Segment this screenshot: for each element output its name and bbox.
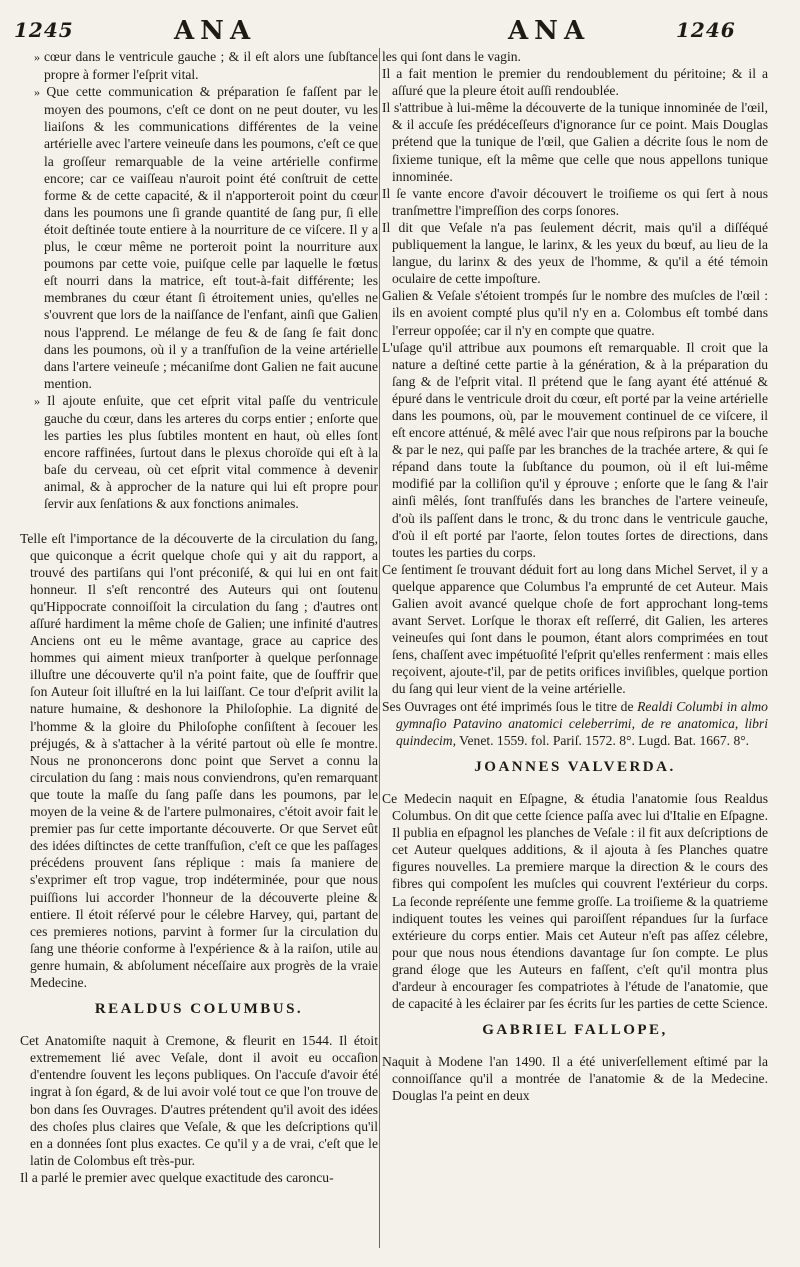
column-divider (379, 48, 380, 1248)
body-paragraph: Il a parlé le premier avec quelque exactitude des caroncu- (20, 1169, 334, 1185)
body-paragraph: les qui ſont dans le vagin. (382, 49, 521, 64)
quote-paragraph: » Il ajoute enſuite, que cet eſprit vital paſſe du ventricule gauche du cœur, dans les arteres du corps entier ; enſorte que les parties les plus ſubtiles montent en haut, où elles ſont encore raffinées, ſurtout dans le plexus choroïde qui eſt à la baſe du cerveau, où cet eſprit vital commence à devenir animal, & à approcher de la nature qui lui eſt propre pour ſervir aux ſenſations & aux fonctions animales. (20, 392, 378, 513)
body-paragraph: Ce Medecin naquit en Eſpagne, & étudia l'anatomie ſous Realdus Columbus. On dit que cette ſcience paſſa avec lui d'Italie en Eſpagne. Il publia en eſpagnol les planches de Veſale : il fit aux deſcriptions de cet Auteur quelques additions, & il ajouta à ſes Planches quatre figures nouvelles. La premiere marque la direction & le cours des fibres qui compoſent les muſcles qui couvrent l'extérieur du corps. La ſeconde repréſente une femme groſſe. La troiſieme & la quatrieme indiquent toutes les veines qui paroiſſent répandues ſur la ſurface extérieure du corps entier. Mais cet Auteur n'eſt pas aſſez célebre, pour que nous nous étendions davantage ſur ſon compte. Le plus grand éloge que les Auteurs en faſſent, c'eſt qu'il montra plus d'ardeur à encourager ſes compatriotes à l'étude de l'anatomie, que de capacité à les éclairer par ſes écrits ſur les parties de cette Science. (382, 790, 768, 1012)
body-paragraph: Cet Anatomiſte naquit à Cremone, & fleurit en 1544. Il étoit extremement lié avec Veſale, dont il avoit eu occaſion d'entendre ſouvent les leçons publiques. On l'accuſe d'avoir été ingrat à ſon égard, & de lui avoir volé tout ce que l'on trouve de bon dans ſes Ouvrages. D'autres prétendent qu'il avoit des idées des choſes plus claires que Veſale, & que les deſcriptions qu'il en a données ſont plus exactes. Ce qu'il y a de vrai, c'eſt que le latin de Colombus eſt très-pur. (20, 1033, 378, 1168)
quoted-passage (20, 48, 378, 513)
left-page-number: 1245 (14, 18, 74, 42)
right-running-head: ANA (508, 16, 591, 46)
works-lead: Ses Ouvrages ont été imprimés ſous le titre de (382, 698, 638, 714)
section-heading: GABRIEL FALLOPE, (482, 1022, 668, 1039)
works-title: Realdi Columbi in almo gymnaſio Patavino anatomici celeberrimi, de re anatomica, libri quindecim, (396, 698, 768, 748)
quote-paragraph: » Que cette communication & préparation ſe faſſent par le moyen des poumons, c'eſt ce dont on ne peut douter, vu les liaiſons & les communications différentes de la veine artérielle avec l'artere veineuſe dans les poumons, c'eſt ce que la groſſeur remarquable de la veine artérielle confirme encore; car ce vaiſſeau n'auroit point été conſtruit de cette forme & de cette capacité, & il n'apporteroit point du cœur dans les poumons une ſi grande quantité de ſang pur, ſi elle étoit deſtinée toute entiere à la nourriture de ce viſcere. Il y a plus, le cœur même ne porteroit point la nourriture aux poumons par cette voie, puiſque celle par laquelle le fœtus eſt nourri dans la matrice, eſt tout-à-fait différente; les membranes du cœur étant ſi étroitement unies, qu'elles ne s'ouvrent que lors de la naiſſance de l'enfant, ainſi que Galien nous l'apprend. Le mélange de feu & de ſang ſe fait donc dans les poumons, où il y a tranſfuſion de la veine artérielle dans l'artere veineuſe ; mécaniſme dont Galien ne fait aucune mention. (20, 83, 378, 392)
right-page-number: 1246 (676, 18, 736, 42)
works-editions: Venet. 1559. fol. Pariſ. 1572. 8°. Lugd. Bat. 1667. 8°. (456, 732, 750, 748)
body-paragraph: Il a fait mention le premier du rendoublement du péritoine; & il a aſſuré que la pleure étoit auſſi rendoublée. (382, 66, 768, 99)
left-running-head: ANA (174, 16, 257, 46)
right-column (382, 48, 768, 1105)
body-paragraph: Il dit que Veſale n'a pas ſeulement décrit, mais qu'il a diſſéqué publiquement la langue, le larinx, & les yeux du bœuf, au lieu de la langue, du larinx & des yeux de l'homme, & qu'il a été témoin oculaire de cette impoſture. (382, 219, 768, 287)
body-paragraph: Ce ſentiment ſe trouvant déduit fort au long dans Michel Servet, il y a quelque apparence que Columbus l'a emprunté de cet Auteur. Mais Galien avoit avancé quelque choſe de fort approchant long-tems avant Servet. Lorſque le thorax eſt reſſerré, dit Galien, les arteres veineuſes qui ſont dans le poumon, étant alors comprimées en tout ſens, chaſſent avec impétuoſité l'eſprit qu'elles renferment : mais elles reçoivent, ajoute-t'il, par de petits orifices inviſibles, quelque portion du ſang qui leur vient de la veine artérielle. (382, 561, 768, 697)
body-paragraph: Naquit à Modene l'an 1490. Il a été univerſellement eſtimé par la connoiſſance qu'il a montrée de l'anatomie & de la Medecine. Douglas l'a peint en deux (382, 1054, 768, 1104)
body-paragraph: Telle eſt l'importance de la découverte de la circulation du ſang, que quiconque a écrit quelque choſe qui y ait du rapport, a trouvé des partiſans qui l'ont préconiſé, & qui lui en ont fait honneur. Il s'eſt rencontré des Auteurs qui ont ſoutenu qu'Hippocrate connoiſſoit la circulation du ſang ; d'autres ont aſſuré hardiment la même choſe de Galien; une infinité d'autres Anciens ont eu le même avantage, grace au caprice des hommes qui aiment mieux tranſporter à quelque perſonnage illuſtre une découverte qu'il n'a point faite, que de ſouffrir que ſon Auteur ſoit illuſtré en la lui laiſſant. Ce tour d'eſprit avilit la nature humaine, & deshonore la Philoſophie. La dignité de l'homme & la gloire du Philoſophe conſiſtent à ſecouer les préjugés, & à s'attacher à la vérité partout où elle ſe montre. Nous ne prononcerons donc point que Servet a connu la circulation du ſang : mais nous conviendrons, qu'en remarquant que toute la maſſe du ſang paſſe dans les poumons, par le moyen de la veine & de l'artere pulmonaires, c'étoit avoir fait le premier pas ſur cette importante découverte. Or que Servet eût des idées diſtinctes de cette tranſfuſion, c'eſt ce que les paſſages précédens prouvent ſans réplique : mais ſa maniere de s'exprimer eſt trop vague, trop indéterminée, pour que nous puiſſions lui accorder l'honneur de la découverte pleine & entiere. Il étoit réſervé pour le célebre Harvey, qui, partant de ces premieres notions, parvint à former ſur la circulation du ſang une théorie conforme à l'expérience & à la raiſon, utile au genre humain, & abſolument néceſſaire aux progrès de la vraie Medecine. (20, 530, 378, 990)
works-citation (382, 698, 768, 749)
quote-paragraph: » cœur dans le ventricule gauche ; & il eſt alors une ſubſtance propre à former l'eſprit vital. (20, 48, 378, 83)
left-column (20, 48, 378, 1186)
body-paragraph: L'uſage qu'il attribue aux poumons eſt remarquable. Il croit que la nature a deſtiné cette partie à la génération, & à la préparation du ſang & de l'eſprit vital. Il prétend que le ſang ayant été atténué & épuré dans le ventricule droit du cœur, eſt porté par la veine artérielle dans les poumons, où, par le mouvement continuel de ce viſcere, il eſt encore atténué, & mêlé avec l'air que nous reſpirons par la bouche & par le nez, qui paſſe par les branches de la trachée artere, & qui ſe répand dans toute la ſubſtance du poumon, où il eſt lui-même modifié par la colliſion qu'il y éprouve ; enſorte que le ſang & l'air ainſi mêlés, ſont tranſfuſés dans les branches de l'artere veineuſe, d'où ils paſſent dans le tronc, & du tronc dans le ventricule gauche, d'où il eſt porté par l'aorte, ſelon toutes ſortes de directions, dans toutes les parties du corps. (382, 339, 768, 560)
section-heading: REALDUS COLUMBUS. (94, 1001, 304, 1018)
body-paragraph: Il s'attribue à lui-même la découverte de la tunique innominée de l'œil, & il accuſe ſes prédéceſſeurs d'ignorance ſur ce point. Mais Douglas prétend que la tunique de l'œil, que Galien a décrite ſous le nom de ſixieme tunique, eſt la même que celle que nous appellons tunique innominée. (382, 100, 768, 184)
body-paragraph: Galien & Veſale s'étoient trompés ſur le nombre des muſcles de l'œil : ils en avoient compté plus qu'il n'y en a. Colombus eſt tombé dans l'erreur oppoſée; car il n'y en compte que quatre. (382, 288, 768, 338)
section-heading: JOANNES VALVERDA. (474, 758, 676, 775)
body-paragraph: Il ſe vante encore d'avoir découvert le troiſieme os qui ſert à nous tranſmettre l'impreſſion des corps ſonores. (382, 185, 768, 218)
